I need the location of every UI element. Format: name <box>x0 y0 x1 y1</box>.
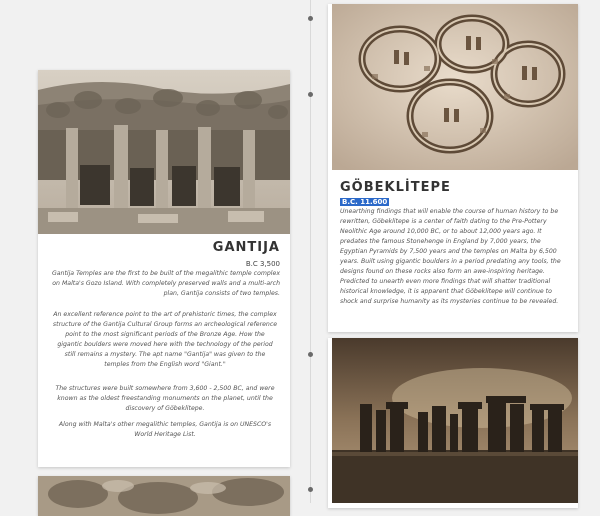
timeline-line <box>310 0 311 503</box>
gantija-paragraph-3: The structures were built somewhere from 3,600 - 2,500 BC, and were known as the oldest freestanding monuments on the planet, until the discovery of Göbeklitepe. <box>55 385 275 412</box>
gantija-title: GANTIJA <box>212 240 280 255</box>
gobeklitepe-title: GÖBEKLİTEPE <box>340 180 451 195</box>
gantija-date: B.C 3,500 <box>245 260 280 268</box>
gobeklitepe-paragraph: Unearthing findings that will enable the course of human history to be rewritten, Göbeklitepe is a center of faith dating to the Pre-Pottery Neolithic Age around 10,000 BC, or to about 12,000 years ago. It predates the famous Stonehenge in England by 7,000 years, the Egyptian Pyramids by 7,500 years and the temples on Malta by 6,500 years. Built using gigantic boulders in a period predating any tools, the designs found on these rocks also form an awe-inspiring heritage. Predicted to unearth even more findings that will shatter traditional historical knowledge, it is apparent that Göbeklitepe will continue to shock and surprise humanity as its mysteries continue to be revealed. <box>340 208 561 305</box>
timeline-dot <box>308 92 313 97</box>
gobeklitepe-photo <box>332 4 578 170</box>
next-card <box>38 476 290 516</box>
next-card-photo <box>38 476 290 516</box>
gantija-photo <box>38 70 290 234</box>
gobeklitepe-card <box>328 4 578 332</box>
gantija-card <box>38 70 290 467</box>
stonehenge-photo <box>332 338 578 503</box>
stonehenge-card <box>328 338 578 508</box>
gantija-paragraph-1: Gantija Temples are the first to be built of the megalithic temple complex on Malta's Gozo Island. With completely preserved walls and a multi-arch plan, Gantija consists of two temples. <box>51 270 280 297</box>
timeline-dot <box>308 352 313 357</box>
gantija-paragraph-4: Along with Malta's other megalithic temples, Gantija is on UNESCO's World Heritage List. <box>58 421 272 438</box>
timeline-dot <box>308 487 313 492</box>
timeline-dot <box>308 16 313 21</box>
gobeklitepe-date: B.C. 11.600 <box>342 198 388 206</box>
gantija-paragraph-2: An excellent reference point to the art of prehistoric times, the complex structure of the Gantija Cultural Group forms an archeological reference point to the most significant periods of the Bronze Age. How the gigantic boulders were moved here with the technology of the period still remains a mystery. The apt name "Gantija" was given to the temples from the English word "Giant." <box>52 311 278 368</box>
